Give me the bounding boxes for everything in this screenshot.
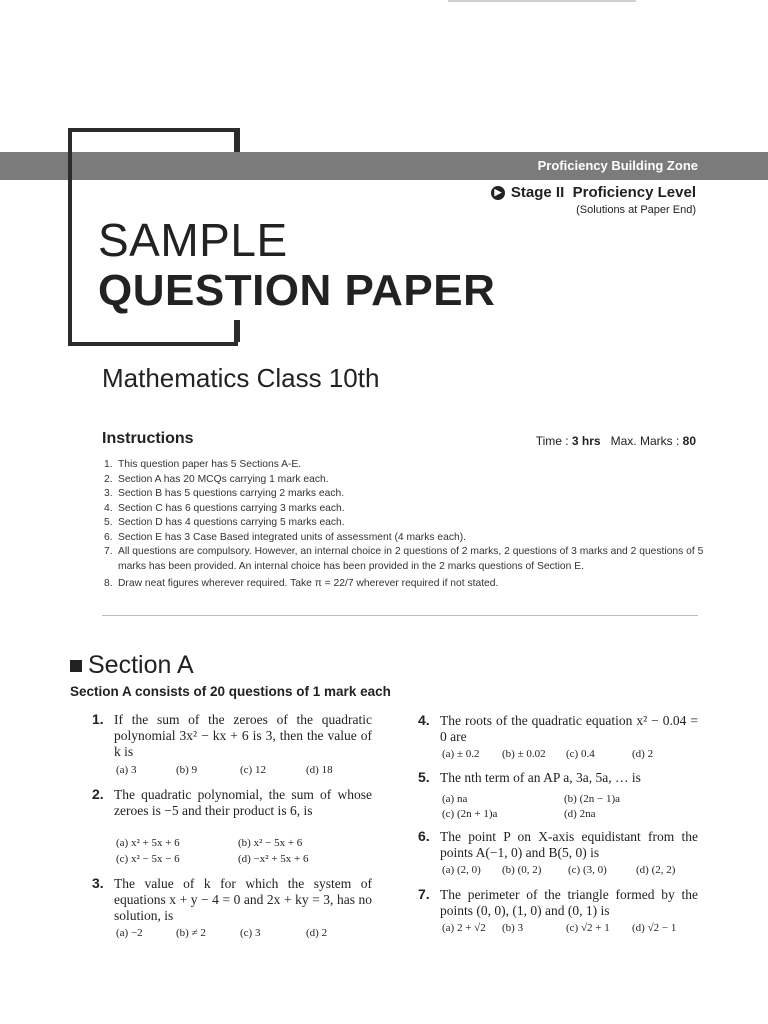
- square-bullet-icon: [70, 660, 82, 672]
- marks-value: 80: [682, 434, 696, 448]
- option: (b) x² − 5x + 6: [238, 837, 303, 849]
- instruction-item: 5. Section D has 4 questions carrying 5 marks each.: [104, 517, 345, 528]
- question-text: The value of k for which the system of equations x + y − 4 = 0 and 2x + ky = 3, has no solution, is: [114, 876, 372, 923]
- option: (d) √2 − 1: [632, 922, 677, 934]
- option: (a) na: [442, 793, 468, 805]
- time-value: 3 hrs: [571, 434, 601, 448]
- option: (b) ± 0.02: [502, 748, 546, 760]
- option: (b) 9: [176, 764, 198, 776]
- option: (d) 2na: [564, 808, 596, 820]
- stage-subtext: (Solutions at Paper End): [576, 204, 696, 216]
- section-heading: [70, 651, 194, 680]
- time-marks: [536, 434, 696, 448]
- option: (b) (2n − 1)a: [564, 793, 620, 805]
- option: (d) −x² + 5x + 6: [238, 853, 309, 865]
- title-line2: QUESTION PAPER: [98, 266, 496, 315]
- option: (a) x² + 5x + 6: [116, 837, 180, 849]
- option: (c) 12: [240, 764, 266, 776]
- option: (a) (2, 0): [442, 864, 481, 876]
- option: (c) x² − 5x − 6: [116, 853, 180, 865]
- question-number: 3.: [92, 875, 104, 891]
- question-number: 7.: [418, 886, 430, 902]
- question-text: The roots of the quadratic equation x² − 0.04 = 0 are: [440, 713, 698, 744]
- instruction-item: 6. Section E has 3 Case Based integrated units of assessment (4 marks each).: [104, 531, 466, 543]
- instructions-heading: Instructions: [102, 430, 194, 447]
- question-text: The nth term of an AP a, 3a, 5a, … is: [440, 770, 641, 785]
- option: (d) 18: [306, 764, 333, 776]
- stage-text: Stage II Proficiency Level: [510, 184, 696, 201]
- stage-label: [491, 184, 696, 201]
- divider: [102, 615, 698, 616]
- section-subtitle: Section A consists of 20 questions of 1 mark each: [70, 684, 391, 699]
- play-icon: ▶: [491, 186, 505, 200]
- instructions-list: [104, 458, 704, 592]
- banner-text: Proficiency Building Zone: [537, 158, 698, 173]
- question-number: 2.: [92, 786, 104, 802]
- instruction-item: 4. Section C has 6 questions carrying 3 marks each.: [104, 502, 345, 514]
- question-number: 5.: [418, 769, 430, 785]
- top-rule: [448, 0, 636, 2]
- instruction-item: 3. Section B has 5 questions carrying 2 marks each.: [104, 488, 345, 499]
- marks-label: Max. Marks :: [610, 434, 683, 448]
- title-line1: SAMPLE: [98, 214, 288, 266]
- question-text: If the sum of the zeroes of the quadratic polynomial 3x² − kx + 6 is 3, then the value of k is: [114, 712, 372, 759]
- option: (c) 3: [240, 927, 261, 939]
- question-number: 6.: [418, 828, 430, 844]
- title-frame-corner: [234, 320, 240, 342]
- option: (d) 2: [632, 748, 654, 760]
- instruction-item: 8. Draw neat figures wherever required. Take π = 22/7 wherever required if not stated.: [104, 578, 499, 589]
- option: (b) 3: [502, 922, 524, 934]
- option: (b) (0, 2): [502, 864, 542, 876]
- option: (a) −2: [116, 927, 143, 939]
- option: (c) (2n + 1)a: [442, 808, 498, 820]
- question-number: 4.: [418, 712, 430, 728]
- option: (a) 2 + √2: [442, 922, 486, 934]
- option: (d) (2, 2): [636, 864, 676, 876]
- question-number: 1.: [92, 711, 104, 727]
- question-text: The point P on X-axis equidistant from the points A(−1, 0) and B(5, 0) is: [440, 829, 698, 860]
- option: (a) ± 0.2: [442, 748, 480, 760]
- option: (c) 0.4: [566, 748, 595, 760]
- subject-title: Mathematics Class 10th: [102, 363, 380, 393]
- option: (c) (3, 0): [568, 864, 607, 876]
- title-frame-corner: [234, 128, 240, 152]
- option: (d) 2: [306, 927, 328, 939]
- instruction-item: 1. This question paper has 5 Sections A-E.: [104, 459, 302, 470]
- instruction-item: 7. All questions are compulsory. However, an internal choice in 2 questions of 2 marks, 2 questions of 3 marks and 2 questions of 5 marks has been provided. An internal choice has been provided in the 2 marks questions of Section E.: [104, 546, 704, 572]
- option: (b) ≠ 2: [176, 927, 206, 939]
- question-text: The quadratic polynomial, the sum of whose zeroes is −5 and their product is 6, is: [114, 787, 372, 818]
- option: (a) 3: [116, 764, 137, 776]
- time-label: Time :: [535, 434, 572, 448]
- option: (c) √2 + 1: [566, 922, 610, 934]
- instruction-item: 2. Section A has 20 MCQs carrying 1 mark each.: [104, 473, 329, 485]
- section-title: Section A: [88, 651, 194, 679]
- question-text: The perimeter of the triangle formed by the points (0, 0), (1, 0) and (0, 1) is: [440, 887, 698, 918]
